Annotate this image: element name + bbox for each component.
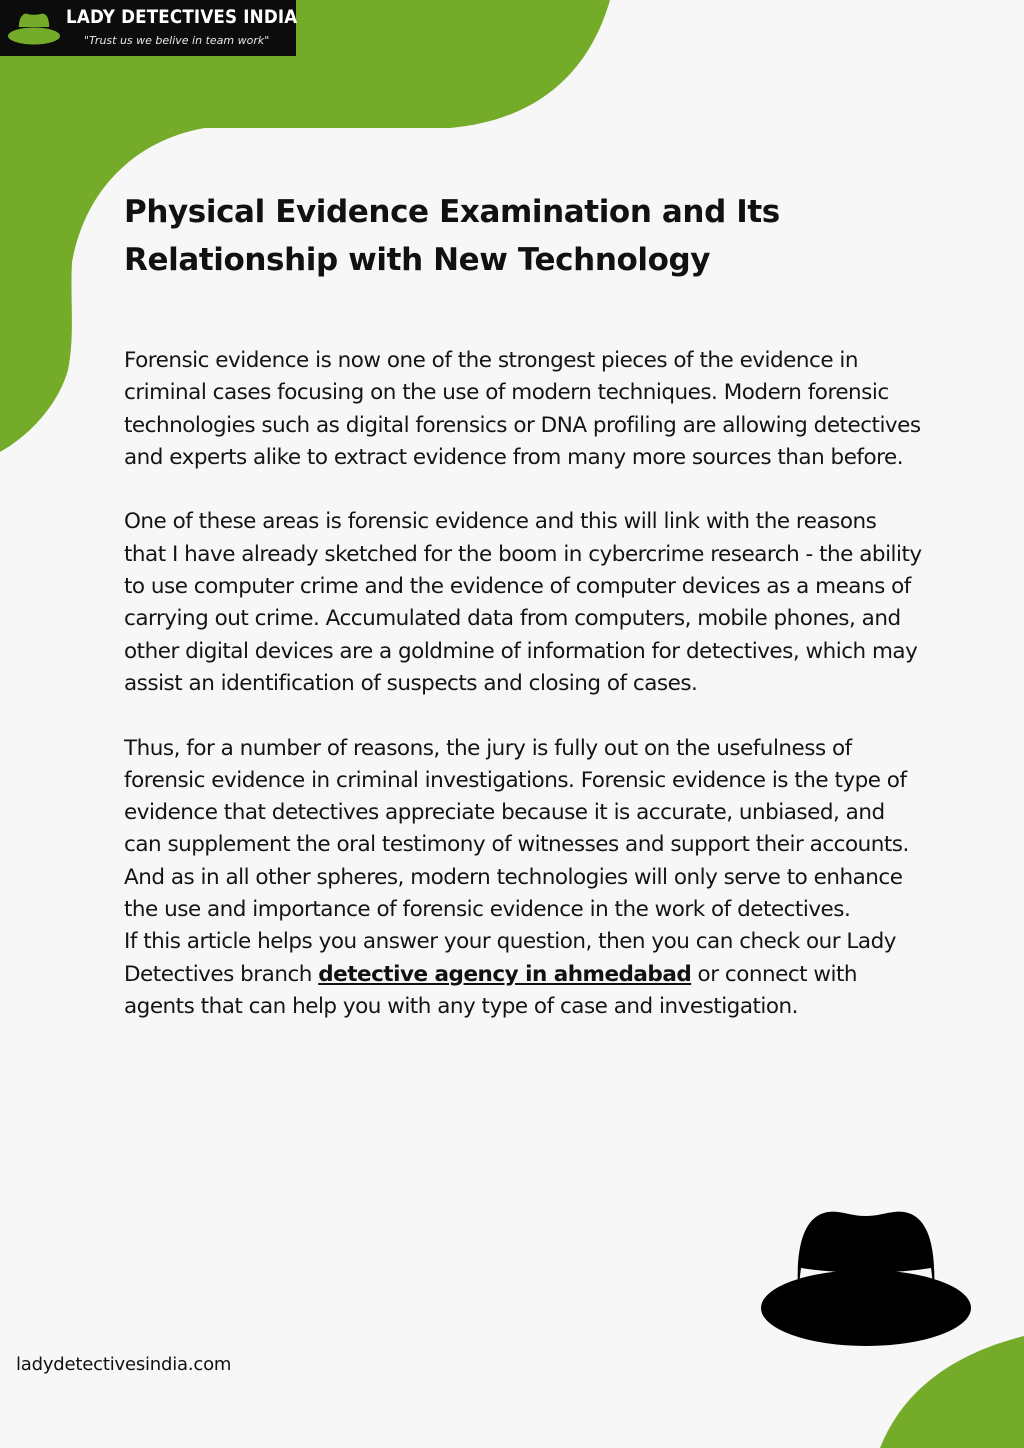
article-body: [124, 345, 924, 1023]
article-title: Physical Evidence Examination and Its Relationship with New Technology: [124, 194, 780, 278]
paragraph-3: Thus, for a number of reasons, the jury is fully out on the usefulness of forensic evidence in criminal investigations. Forensic evidence is the type of evidence that detectives appreciate because it is accurate, unbiased, and can supplement the oral testimony of witnesses and support their accounts.: [124, 735, 909, 858]
logo-tagline: "Trust us we belive in team work": [84, 34, 270, 47]
fedora-hat-decor-icon: [758, 1208, 974, 1350]
footer-website[interactable]: ladydetectivesindia.com: [16, 1354, 232, 1375]
paragraph-5: [124, 926, 924, 1023]
paragraph-1: Forensic evidence is now one of the strongest pieces of the evidence in criminal cases focusing on the use of modern techniques. Modern forensic technologies such as digital forensics or DNA profiling are allowing detectives and experts alike to extract evidence from many more sources than before.: [124, 348, 921, 470]
fedora-hat-icon: [6, 6, 62, 50]
bottom-right-green-blob: [880, 1336, 1024, 1448]
paragraph-5-text-before: If this article helps you answer your question, then you can check our Lady Detectives branch: [124, 929, 896, 987]
paragraph-4: And as in all other spheres, modern technologies will only serve to enhance the use and importance of forensic evidence in the work of detectives.: [124, 864, 903, 923]
paragraph-5-text-after: or connect with agents that can help you with any type of case and investigation.: [124, 961, 858, 1019]
paragraph-2: One of these areas is forensic evidence and this will link with the reasons that I have already sketched for the boom in cybercrime research - the ability to use computer crime and the evidence of computer devices as a means of carrying out crime. Accumulated data from computers, mobile phones, and other digital devices are a goldmine of information for detectives, which may assist an identification of suspects and closing of cases.: [124, 509, 922, 696]
brand-logo[interactable]: [0, 0, 296, 56]
logo-brand-name: LADY DETECTIVES INDIA: [66, 6, 298, 28]
detective-agency-link[interactable]: detective agency in ahmedabad: [318, 961, 692, 987]
